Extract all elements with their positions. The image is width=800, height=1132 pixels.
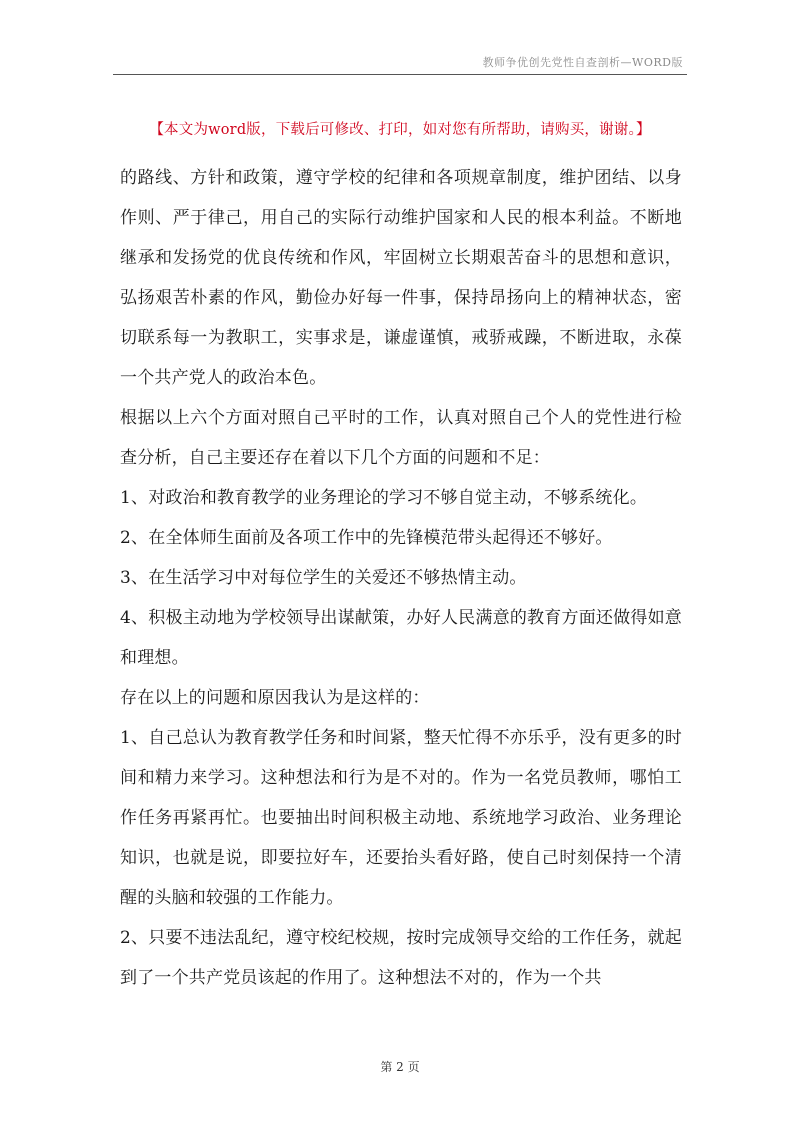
- paragraph-7: 存在以上的问题和原因我认为是这样的：: [120, 688, 430, 708]
- paragraph-2: 根据以上六个方面对照自己平时的工作，认真对照自己个人的党性进行检查分析，自己主要还存在着以下几个方面的问题和不足：: [120, 408, 682, 468]
- page-number: 第 2 页: [380, 1060, 420, 1074]
- paragraph-3: 1、对政治和教育教学的业务理论的学习不够自觉主动，不够系统化。: [120, 488, 648, 508]
- document-header-title: 教师争优创先党性自查剖析—WORD版: [482, 56, 683, 69]
- paragraph-9: 2、只要不违法乱纪，遵守校纪校规，按时完成领导交给的工作任务，就起到了一个共产党员该起的作用了。这种想法不对的，作为一个共: [120, 928, 682, 988]
- paragraph-8: 1、自己总认为教育教学任务和时间紧，整天忙得不亦乐乎，没有更多的时间和精力来学习。这种想法和行为是不对的。作为一名党员教师，哪怕工作任务再紧再忙。也要抽出时间积极主动地、系统地学习政治、业务理论知识，也就是说，即要拉好车，还要抬头看好路，使自己时刻保持一个清醒的头脑和较强的工作能力。: [120, 728, 682, 908]
- header-divider: [113, 74, 687, 75]
- purchase-notice: 【本文为word版，下载后可修改、打印，如对您有所帮助，请购买，谢谢。】: [149, 122, 651, 138]
- paragraph-4: 2、在全体师生面前及各项工作中的先锋模范带头起得还不够好。: [120, 528, 613, 548]
- document-body: [120, 158, 682, 998]
- paragraph-6: 4、积极主动地为学校领导出谋献策，办好人民满意的教育方面还做得如意和理想。: [120, 608, 682, 668]
- paragraph-5: 3、在生活学习中对每位学生的关爱还不够热情主动。: [120, 568, 527, 588]
- paragraph-1: 的路线、方针和政策，遵守学校的纪律和各项规章制度，维护团结、以身作则、严于律己，用自己的实际行动维护国家和人民的根本利益。不断地继承和发扬党的优良传统和作风，牢固树立长期艰苦奋斗的思想和意识，弘扬艰苦朴素的作风，勤俭办好每一件事，保持昂扬向上的精神状态，密切联系每一为教职工，实事求是，谦虚谨慎，戒骄戒躁，不断进取，永葆一个共产党人的政治本色。: [120, 168, 682, 388]
